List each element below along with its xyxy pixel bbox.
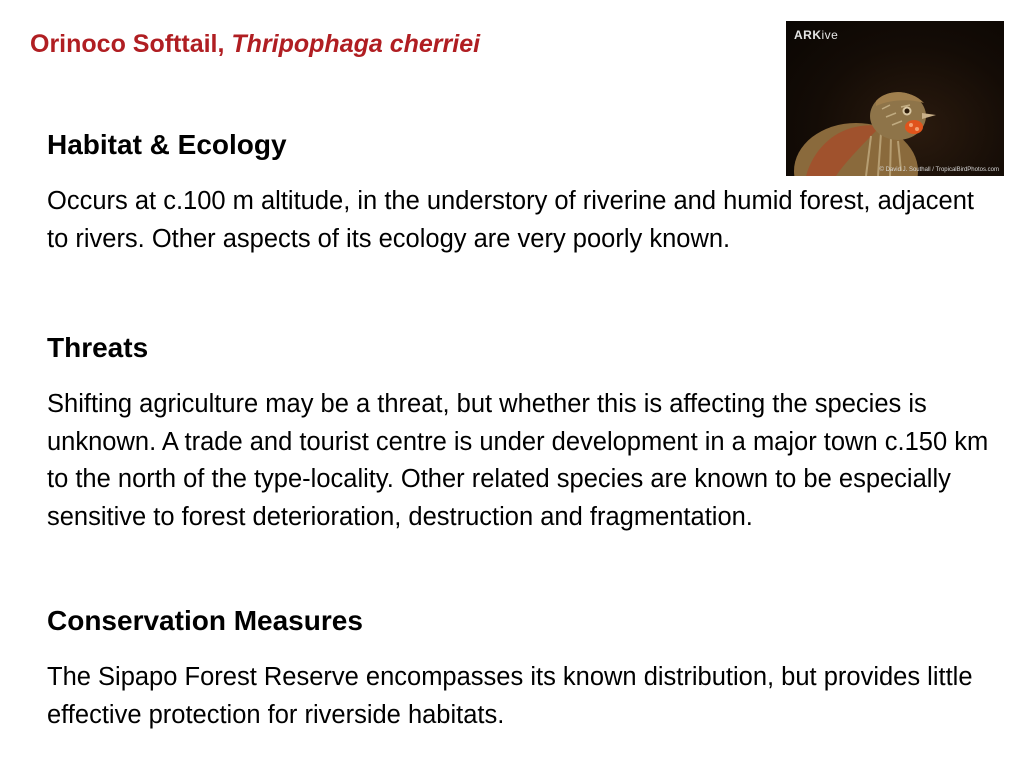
bird-photo (786, 21, 1004, 176)
habitat-body: Occurs at c.100 m altitude, in the understory of riverine and humid forest, adjacent to rivers. Other aspects of its ecology are very poorly known. (47, 187, 974, 253)
slide-title (30, 30, 480, 59)
common-name: Orinoco Softtail, (30, 30, 232, 58)
habitat-heading: Habitat & Ecology (47, 129, 287, 160)
arkive-logo: ARKive (794, 28, 839, 42)
scientific-name: Thripophaga cherriei (231, 30, 481, 58)
threats-heading: Threats (47, 332, 149, 363)
photo-credit: © David J. Southall / TropicalBirdPhotos.com (879, 167, 999, 173)
threats-body: Shifting agriculture may be a threat, but whether this is affecting the species is unknown. A trade and tourist centre is under development in a major town c.150 km to the north of the type-locality. Other related species are known to be especially sensitive to forest deterioration, destruction and fragmentation. (47, 390, 989, 531)
bird-illustration (786, 21, 1004, 176)
conservation-heading: Conservation Measures (47, 605, 363, 636)
conservation-body: The Sipapo Forest Reserve encompasses its known distribution, but provides little effective protection for riverside habitats. (47, 663, 973, 729)
